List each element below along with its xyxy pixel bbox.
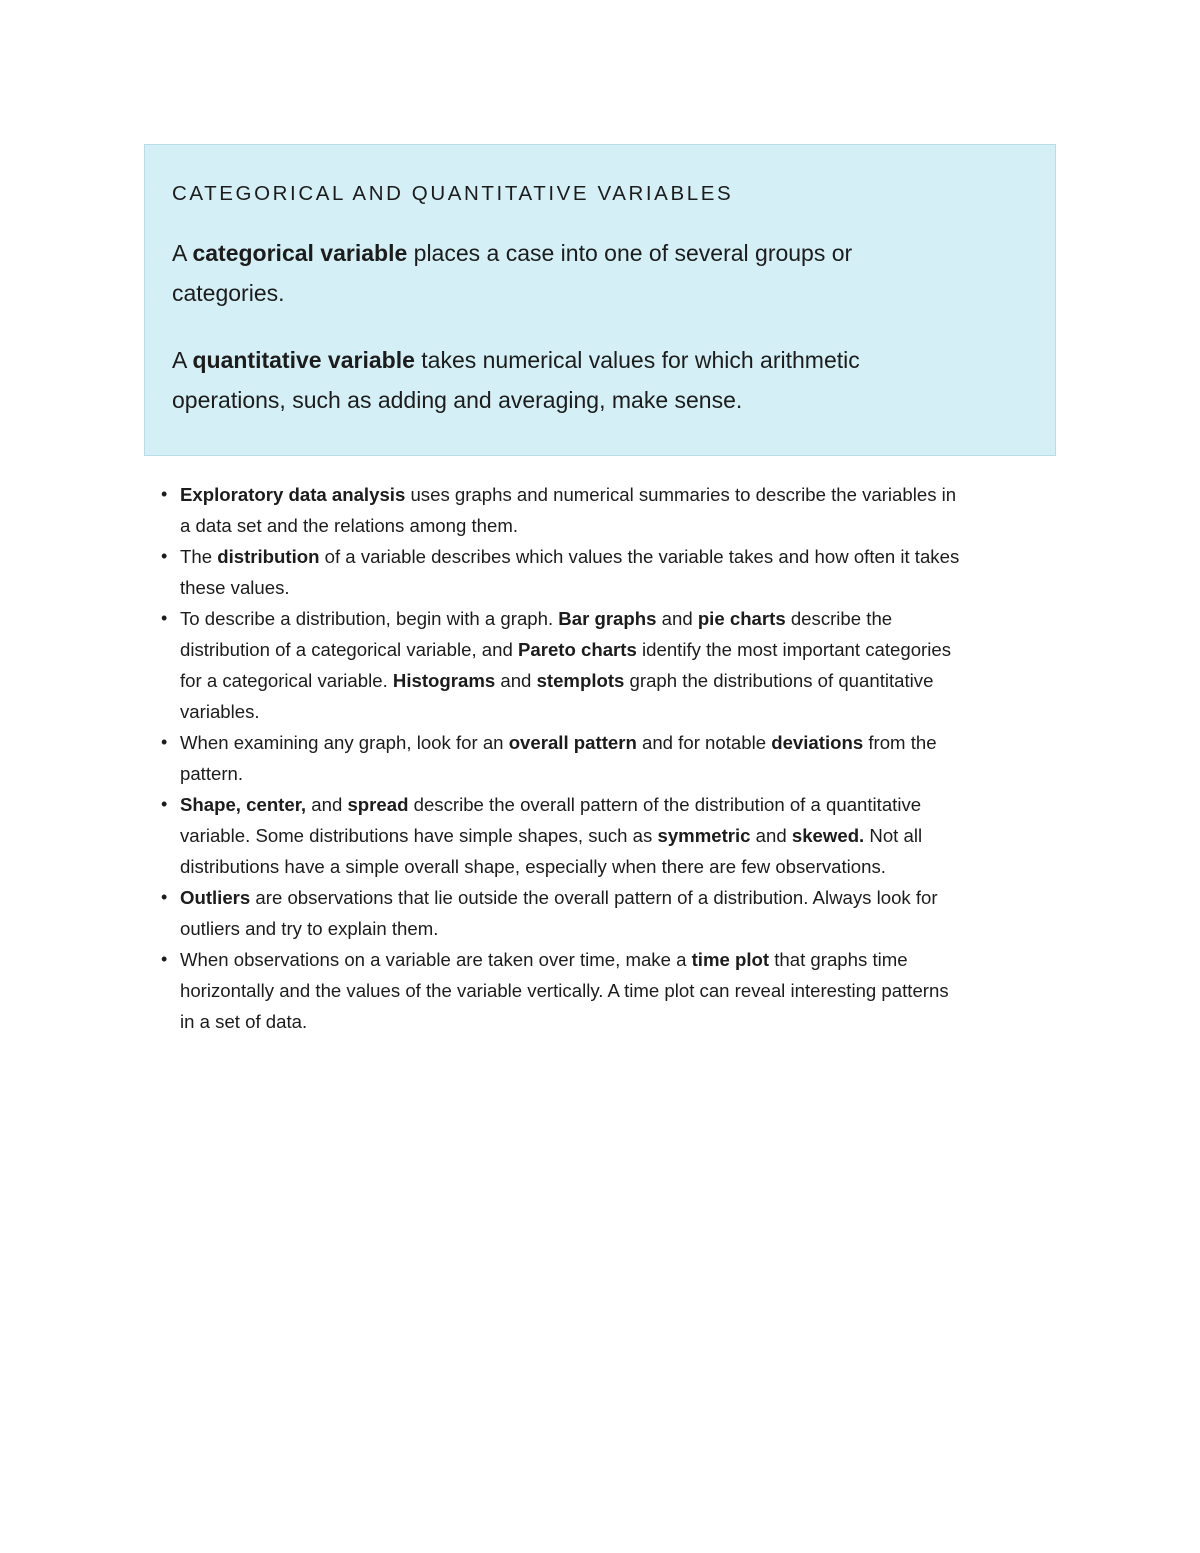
bold-term: deviations xyxy=(771,732,864,753)
bold-term: overall pattern xyxy=(508,732,637,753)
text-run: When observations on a variable are taken over time, make a xyxy=(180,949,692,970)
text-run: from the xyxy=(863,732,937,753)
text-run: and xyxy=(656,608,698,629)
list-item xyxy=(161,727,1060,789)
bold-term: time plot xyxy=(691,949,770,970)
text-run: graph the distributions of quantitative xyxy=(624,670,934,691)
text-run: and xyxy=(495,670,537,691)
definition-box xyxy=(144,144,1056,456)
bullet-icon: • xyxy=(161,887,168,907)
list-item-text xyxy=(180,608,951,722)
list-item xyxy=(161,603,1060,727)
bold-term: categorical variable xyxy=(192,240,408,266)
bold-term: spread xyxy=(347,794,409,815)
list-item xyxy=(161,789,1060,882)
text-run: and xyxy=(306,794,348,815)
bullet-icon: • xyxy=(161,608,168,628)
bullet-icon: • xyxy=(161,484,168,504)
bold-term: symmetric xyxy=(657,825,751,846)
list-item xyxy=(161,479,1060,541)
list-item-text xyxy=(180,887,938,939)
bold-term: Pareto charts xyxy=(517,639,637,660)
bold-term: skewed. xyxy=(791,825,865,846)
list-item-text xyxy=(180,949,949,1032)
text-run: a data set and the relations among them. xyxy=(180,515,519,536)
text-run: variables. xyxy=(180,701,260,722)
bullet-icon: • xyxy=(161,949,168,969)
text-run: that graphs time xyxy=(769,949,908,970)
text-run: When examining any graph, look for an xyxy=(180,732,509,753)
list-item-text xyxy=(180,484,956,536)
text-run: uses graphs and numerical summaries to describe the variables in xyxy=(405,484,957,505)
text-run: takes numerical values for which arithmetic xyxy=(414,347,860,373)
categorical-variable-definition xyxy=(172,233,1028,313)
text-run: describe the overall pattern of the distribution of a quantitative xyxy=(408,794,922,815)
list-item-text xyxy=(180,794,922,877)
bold-term: Histograms xyxy=(392,670,496,691)
list-item-text xyxy=(180,732,937,784)
text-run: identify the most important categories xyxy=(636,639,952,660)
bold-term: Bar graphs xyxy=(558,608,657,629)
list-item xyxy=(161,882,1060,944)
list-item xyxy=(161,541,1060,603)
text-run: variable. Some distributions have simple shapes, such as xyxy=(180,825,658,846)
text-run: of a variable describes which values the variable takes and how often it takes xyxy=(319,546,960,567)
summary-list xyxy=(161,479,1060,1037)
list-item xyxy=(161,944,1060,1037)
text-run: places a case into one of several groups or xyxy=(407,240,853,266)
text-run: Not all xyxy=(864,825,923,846)
text-run: horizontally and the values of the variable vertically. A time plot can reveal interesting patterns xyxy=(180,980,949,1001)
text-run: A xyxy=(172,240,193,266)
box-heading: CATEGORICAL AND QUANTITATIVE VARIABLES xyxy=(172,182,734,205)
text-run: are observations that lie outside the overall pattern of a distribution. Always look for xyxy=(250,887,938,908)
text-run: distributions have a simple overall shape, especially when there are few observations. xyxy=(180,856,886,877)
bullet-icon: • xyxy=(161,794,168,814)
text-run: outliers and try to explain them. xyxy=(180,918,439,939)
text-run: in a set of data. xyxy=(180,1011,308,1032)
bullet-icon: • xyxy=(161,732,168,752)
bullet-icon: • xyxy=(161,546,168,566)
bold-term: Shape, center, xyxy=(180,794,307,815)
text-run: for a categorical variable. xyxy=(180,670,393,691)
list-item-text xyxy=(180,546,959,598)
text-run: describe the xyxy=(785,608,893,629)
bold-term: distribution xyxy=(217,546,320,567)
text-run: and for notable xyxy=(636,732,772,753)
text-run: operations, such as adding and averaging, make sense. xyxy=(172,387,743,413)
bold-term: stemplots xyxy=(536,670,625,691)
text-run: and xyxy=(750,825,792,846)
text-run: distribution of a categorical variable, and xyxy=(180,639,518,660)
text-run: pattern. xyxy=(180,763,244,784)
bold-term: pie charts xyxy=(697,608,786,629)
text-run: A xyxy=(172,347,193,373)
quantitative-variable-definition xyxy=(172,340,1028,420)
text-run: The xyxy=(180,546,218,567)
text-run: categories. xyxy=(172,280,285,306)
bold-term: Exploratory data analysis xyxy=(180,484,406,505)
text-run: To describe a distribution, begin with a graph. xyxy=(180,608,559,629)
bold-term: quantitative variable xyxy=(192,347,415,373)
bold-term: Outliers xyxy=(180,887,251,908)
text-run: these values. xyxy=(180,577,290,598)
